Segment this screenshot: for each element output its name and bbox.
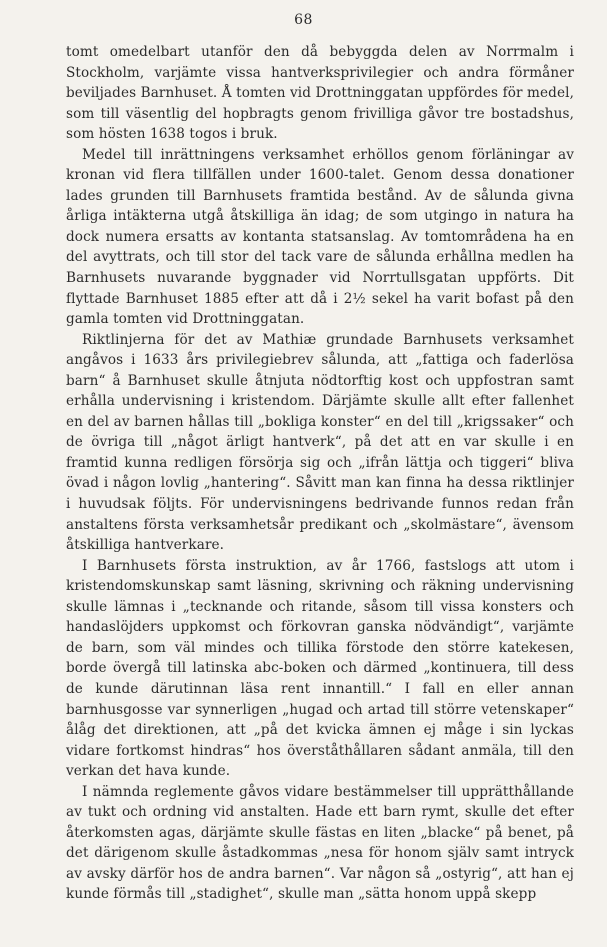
body-text xyxy=(66,42,574,905)
paragraph-1: tomt omedelbart utanför den då bebyggda delen av Norrmalm i Stockholm, varjämte vissa hantverksprivilegier och andra förmåner beviljades Barnhuset. Å tomten vid Drottninggatan uppfördes för medel, som till väsentlig del hopbragts genom frivilliga gåvor tre bostadshus, som hösten 1638 togos i bruk. xyxy=(66,44,574,143)
paragraph-2: Medel till inrättningens verksamhet erhöllos genom förläningar av kronan vid flera tillfällen under 1600-talet. Genom dessa donationer lades grunden till Barnhusets framtida bestånd. Av de sålunda givna årliga intäkterna utgå åtskilliga än idag; de som utgingo in natura ha dock numera ersatts av kontanta statsanslag. Av tomtområdena ha en del avyttrats, och till stor del tack vare de sålunda erhållna medlen ha Barnhusets nuvarande byggnader vid Norrtullsgatan uppförts. Dit flyttade Barnhuset 1885 efter att då i 2½ sekel ha varit bofast på den gamla tomten vid Drottninggatan. xyxy=(66,146,574,328)
page-number: 68 xyxy=(294,12,313,28)
paragraph-4: I Barnhusets första instruktion, av år 1766, fastslogs att utom i kristendomskunskap samt läsning, skrivning och räkning undervisning skulle lämnas i „tecknande och ritande, såsom till vissa konsters och handaslöjders uppkomst och förkovran ganska nödvändigt“, varjämte de barn, som väl mindes och tillika förstode den större katekesen, borde övergå till latinska abc-boken och därmed „kontinuera, till dess de kunde därutinnan läsa rent innantill.“ I fall en eller annan barnhusgosse var synnerligen „hugad och artad till större vetenskaper“ ålåg det direktionen, att „på det kvicka ämnen ej måge i sin lyckas vidare fortkomst hindras“ hos överståthållaren sådant anmäla, till den verkan det hava kunde. xyxy=(66,557,574,780)
paragraph-5: I nämnda reglemente gåvos vidare bestämmelser till upprätthållande av tukt och ordning vid anstalten. Hade ett barn rymt, skulle det efter återkomsten agas, därjämte skulle fästas en liten „blacke“ på benet, på det därigenom skulle åstadkommas „nesa för honom själv samt intryck av avsky därför hos de andra barnen“. Var någon så „ostyrig“, att han ej kunde förmås till „stadighet“, skulle man „sätta honom uppå skepp xyxy=(66,783,574,903)
paragraph-3: Riktlinjerna för det av Mathiæ grundade Barnhusets verksamhet angåvos i 1633 års privilegiebrev sålunda, att „fattiga och faderlösa barn“ å Barnhuset skulle åtnjuta nödtorftig kost och uppfostran samt erhålla undervisning i kristendom. Därjämte skulle allt efter fallenhet en del av barnen hållas till „bokliga konster“ en del till „krigssaker“ och de övriga till „något ärligt hantverk“, på det att en var skulle i en framtid kunna redligen försörja sig och „ifrån lättja och tiggeri“ bliva övad i någon lovlig „hantering“. Såvitt man kan finna ha dessa riktlinjer i huvudsak följts. För undervisningens bedrivande funnos redan från anstaltens första verksamhetsår predikant och „skolmästare“, ävensom åtskilliga hantverkare. xyxy=(66,331,574,554)
